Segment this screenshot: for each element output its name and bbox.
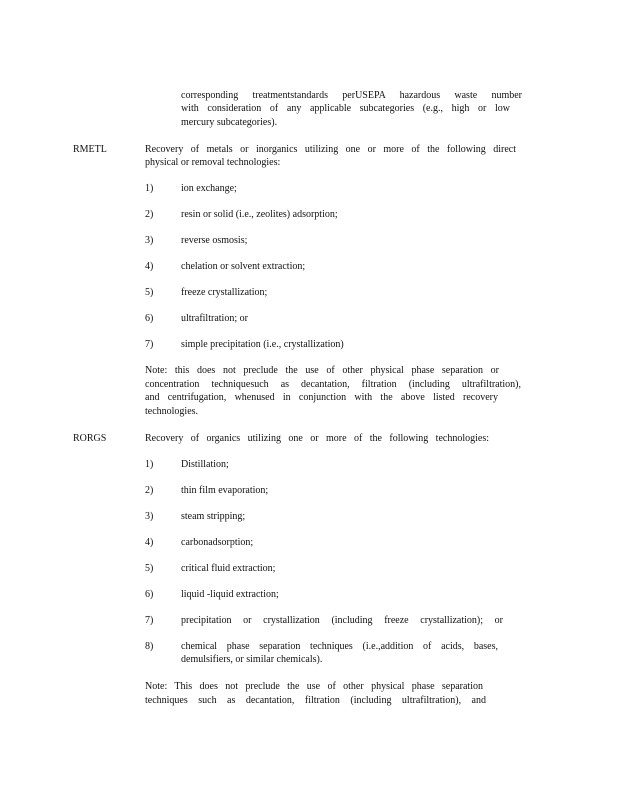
list-item: carbonadsorption; (181, 537, 254, 548)
list-item: Distillation; (181, 459, 229, 470)
list-item: simple precipitation (i.e., crystallization) (181, 339, 344, 350)
intro-line-1: corresponding treatmentstandards perUSEPA hazardous waste number (181, 90, 522, 101)
list-item-number: 7) (145, 339, 154, 350)
list-item-number: 4) (145, 261, 154, 272)
list-item-number: 2) (145, 209, 154, 220)
rmetl-description-line-2: physical or removal technologies: (145, 157, 281, 168)
list-item-continuation: demulsifiers, or similar chemicals). (181, 654, 323, 665)
list-item-number: 6) (145, 589, 154, 600)
intro-line-3: mercury subcategories). (181, 117, 278, 128)
rorgs-description-line-1: Recovery of organics utilizing one or more of the following technologies: (145, 433, 489, 444)
list-item-number: 5) (145, 563, 154, 574)
list-item-number: 1) (145, 459, 154, 470)
list-item: critical fluid extraction; (181, 563, 276, 574)
list-item: resin or solid (i.e., zeolites) adsorption; (181, 209, 338, 220)
list-item-number: 3) (145, 235, 154, 246)
list-item-number: 8) (145, 641, 154, 652)
list-item: thin film evaporation; (181, 485, 269, 496)
rmetl-note-line-1: Note: this does not preclude the use of other physical phase separation or (145, 365, 499, 376)
rmetl-note-line-2: concentration techniquesuch as decantation, filtration (including ultrafiltration), (145, 379, 521, 390)
intro-line-2: with consideration of any applicable subcategories (e.g., high or low (181, 103, 510, 114)
list-item-number: 2) (145, 485, 154, 496)
list-item: chemical phase separation techniques (i.e.,addition of acids, bases, (181, 641, 498, 652)
list-item-number: 7) (145, 615, 154, 626)
list-item: ultrafiltration; or (181, 313, 248, 324)
rorgs-note-line-1: Note: This does not preclude the use of other physical phase separation (145, 681, 483, 692)
list-item-number: 1) (145, 183, 154, 194)
list-item: chelation or solvent extraction; (181, 261, 306, 272)
list-item-number: 3) (145, 511, 154, 522)
list-item: reverse osmosis; (181, 235, 248, 246)
rmetl-code: RMETL (73, 144, 107, 155)
rmetl-note-line-4: technologies. (145, 406, 199, 417)
rmetl-description-line-1: Recovery of metals or inorganics utilizing one or more of the following direct (145, 144, 516, 155)
list-item: steam stripping; (181, 511, 246, 522)
list-item: precipitation or crystallization (including freeze crystallization); or (181, 615, 503, 626)
list-item-number: 6) (145, 313, 154, 324)
list-item-number: 4) (145, 537, 154, 548)
rorgs-code: RORGS (73, 433, 107, 444)
rmetl-note-line-3: and centrifugation, whenused in conjunction with the above listed recovery (145, 392, 498, 403)
rorgs-note-line-2: techniques such as decantation, filtration (including ultrafiltration), and (145, 695, 486, 706)
list-item: freeze crystallization; (181, 287, 268, 298)
list-item: ion exchange; (181, 183, 237, 194)
list-item: liquid -liquid extraction; (181, 589, 279, 600)
list-item-number: 5) (145, 287, 154, 298)
